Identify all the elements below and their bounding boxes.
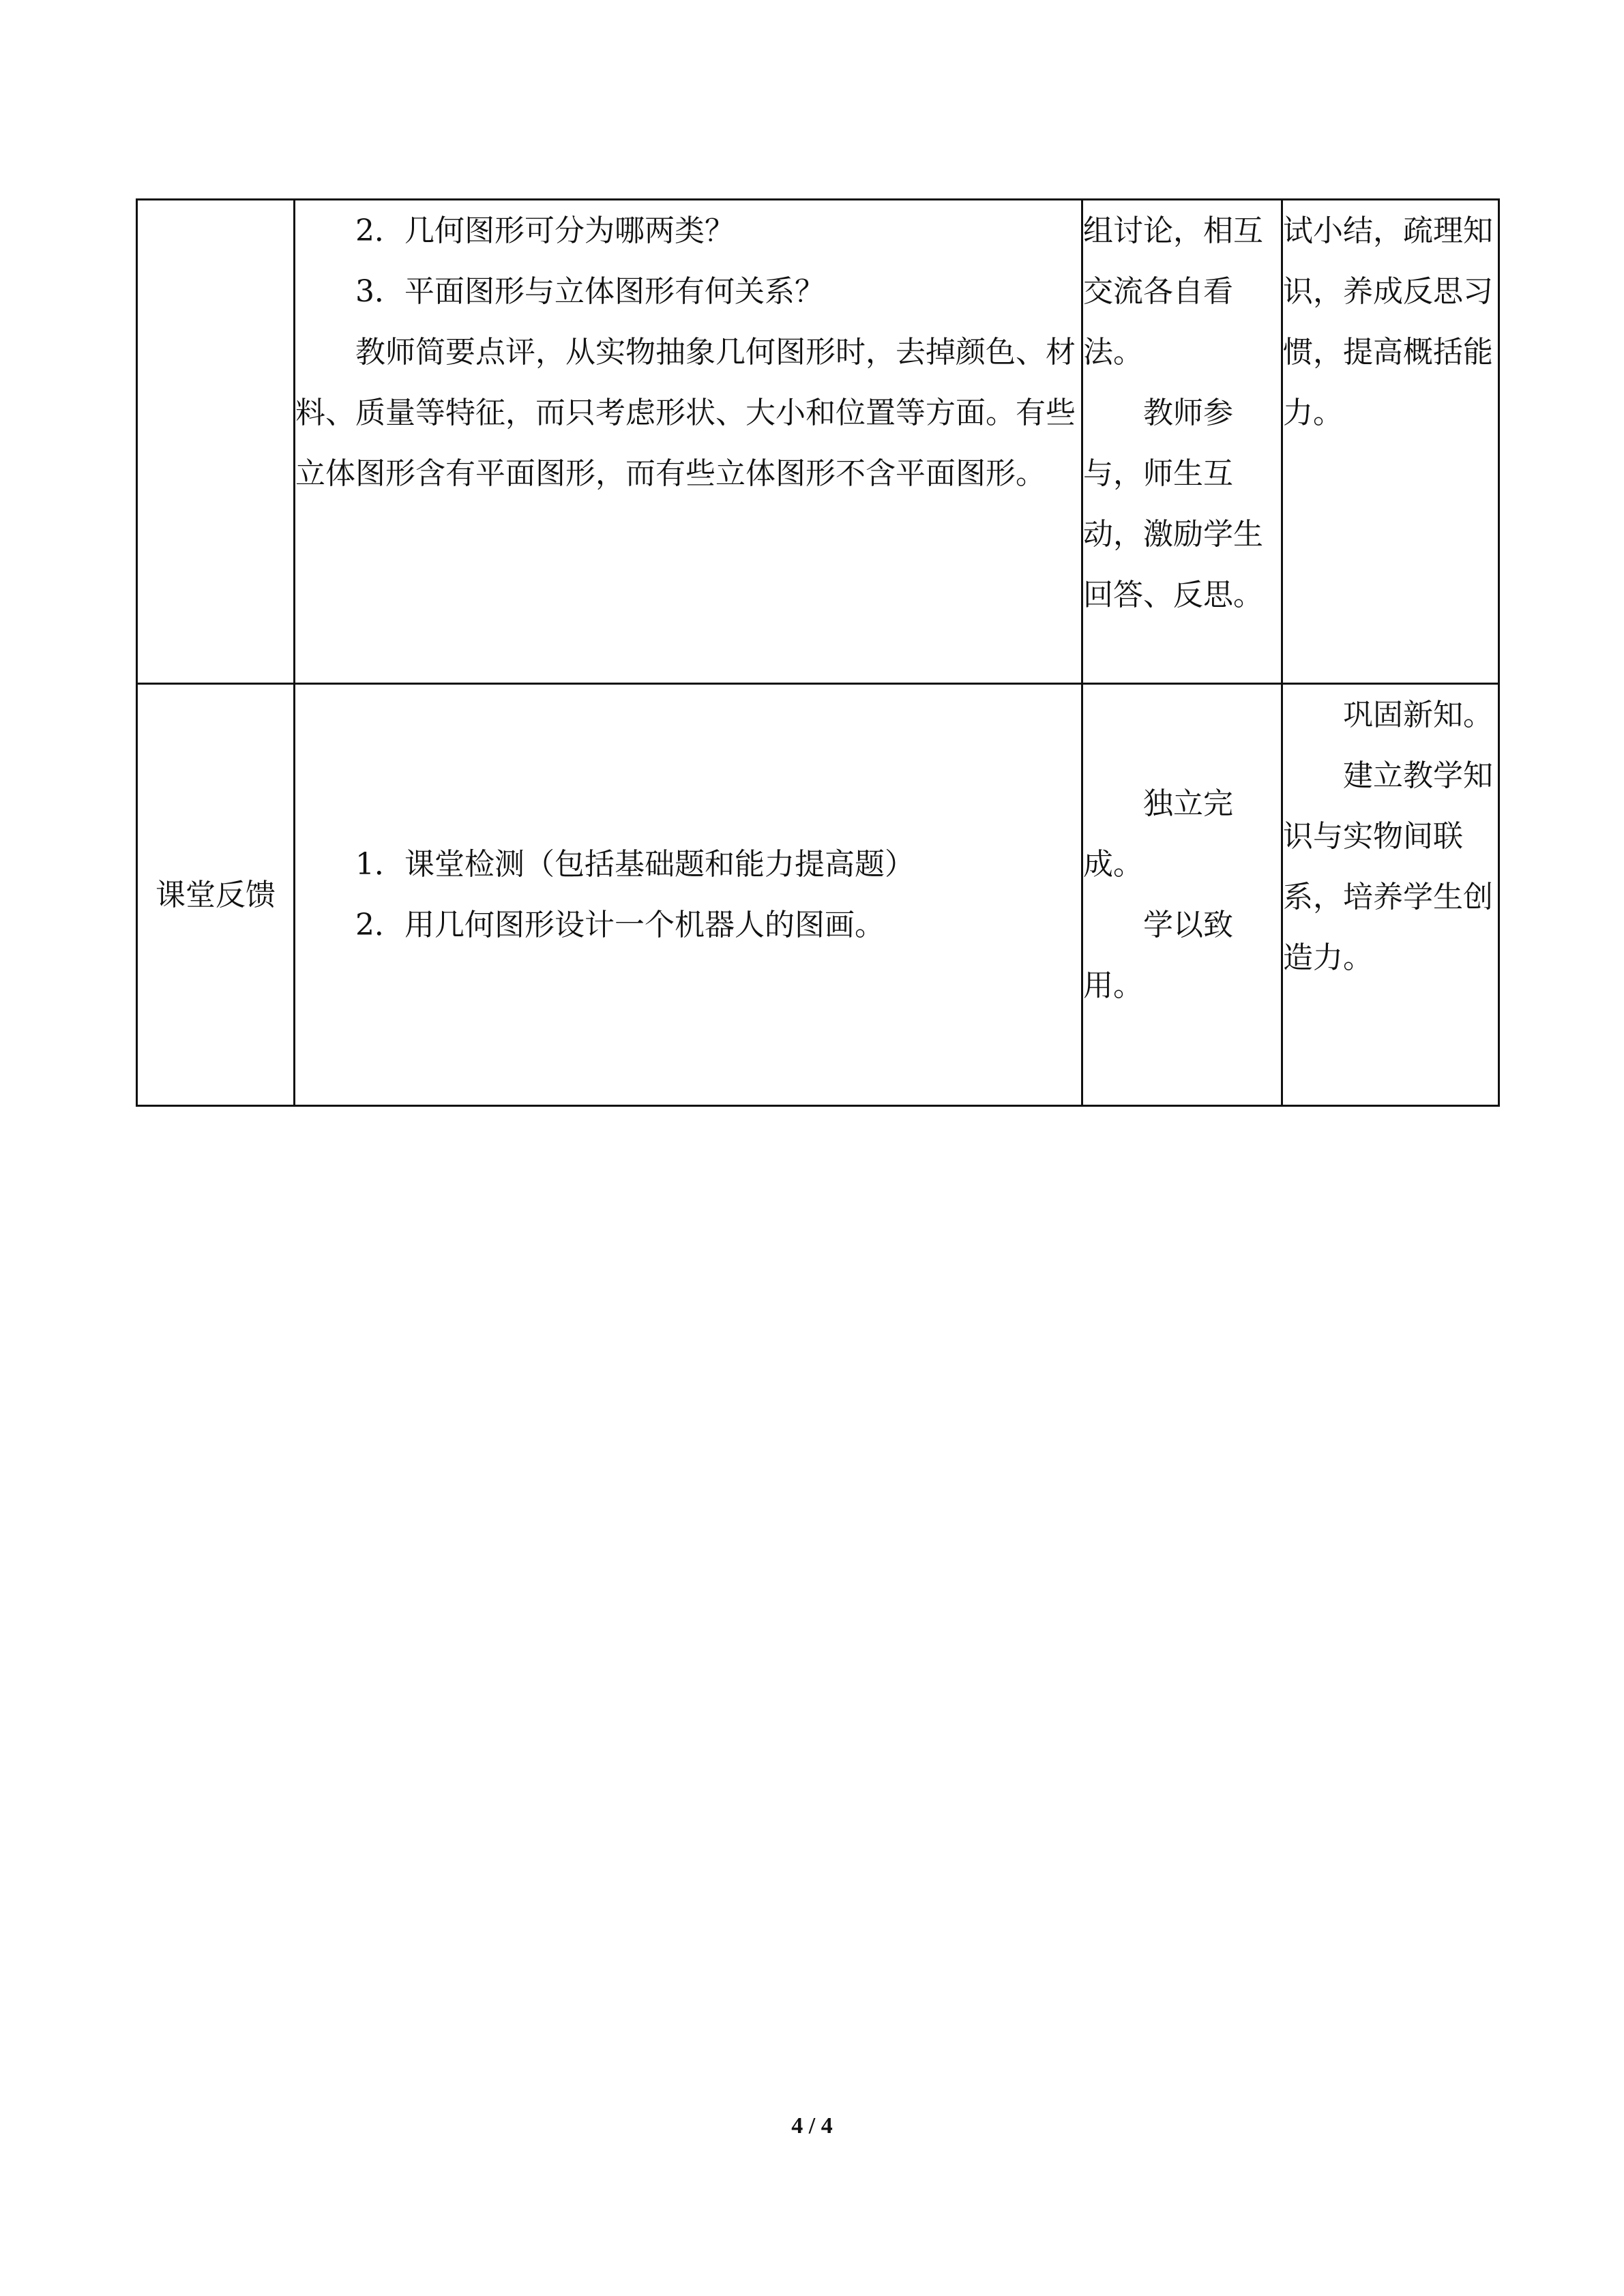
lesson-plan-table xyxy=(136,198,1500,1107)
table-row xyxy=(137,684,1499,1106)
page-number: 4 / 4 xyxy=(791,2113,833,2138)
intent-cell xyxy=(1282,684,1499,1106)
stage-cell xyxy=(137,200,295,684)
content-paragraph: 1．课堂检测（包括基础题和能力提高题） xyxy=(355,847,915,882)
activity-paragraph: 独立完成。 xyxy=(1083,786,1233,882)
intent-paragraph: 巩固新知。 xyxy=(1343,698,1493,732)
activity-paragraph: 教师参与，师生互动，激励学生回答、反思。 xyxy=(1083,396,1263,612)
intent-cell xyxy=(1282,200,1499,684)
content-paragraph: 2．用几何图形设计一个机器人的图画。 xyxy=(355,908,885,942)
table-row xyxy=(137,200,1499,684)
activity-cell xyxy=(1082,684,1282,1106)
content-paragraph: 教师简要点评，从实物抽象几何图形时，去掉颜色、材料、质量等特征，而只考虑形状、大小和位置等方面。有些立体图形含有平面图形，而有些立体图形不含平面图形。 xyxy=(295,335,1076,491)
content-paragraph: 2．几何图形可分为哪两类？ xyxy=(355,213,735,248)
intent-paragraph: 试小结，疏理知识，养成反思习惯，提高概括能力。 xyxy=(1283,213,1493,430)
stage-label: 课堂反馈 xyxy=(156,877,276,912)
content-cell xyxy=(295,200,1082,684)
activity-paragraph: 组讨论，相互交流各自看法。 xyxy=(1083,213,1263,370)
content-cell xyxy=(295,684,1082,1106)
activity-paragraph: 学以致用。 xyxy=(1083,908,1233,1003)
content-paragraph: 3．平面图形与立体图形有何关系？ xyxy=(355,274,825,309)
stage-cell xyxy=(137,684,295,1106)
activity-cell xyxy=(1082,200,1282,684)
intent-paragraph: 建立教学知识与实物间联系，培养学生创造力。 xyxy=(1283,758,1493,975)
